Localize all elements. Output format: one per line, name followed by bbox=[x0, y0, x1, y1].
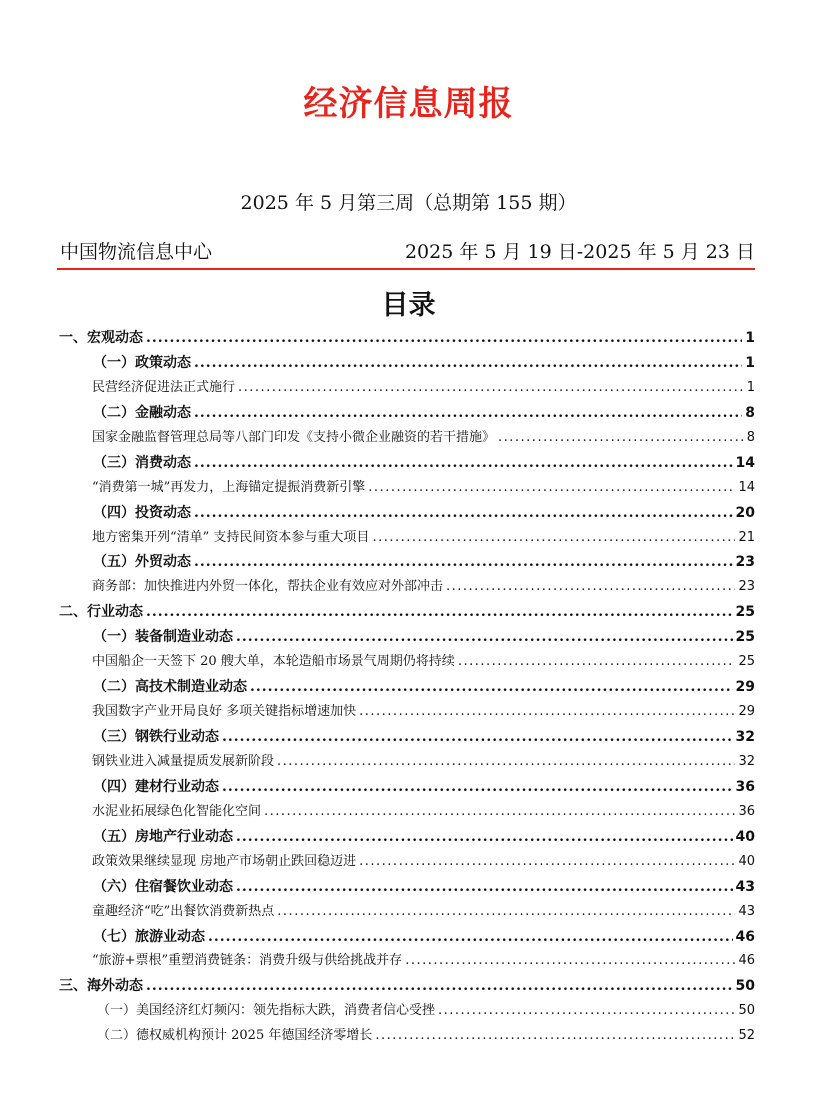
toc-subsection-entry[interactable] bbox=[57, 825, 755, 850]
toc-page-number: 25 bbox=[738, 654, 755, 670]
toc-article-entry[interactable] bbox=[57, 850, 755, 875]
toc-leader-dots bbox=[222, 725, 733, 750]
toc-subsection-entry[interactable] bbox=[57, 451, 755, 476]
toc-entry-label: （五）外贸动态 bbox=[93, 554, 191, 571]
toc-heading: 目录 bbox=[381, 290, 436, 321]
toc-leader-dots bbox=[146, 974, 733, 999]
toc-article-entry[interactable] bbox=[57, 376, 755, 401]
toc-page-number: 8 bbox=[746, 429, 755, 445]
toc-entry-label: 钢铁业进入减量提质发展新阶段 bbox=[92, 753, 275, 769]
toc-entry-label: （二）德权威机构预计 2025 年德国经济零增长 bbox=[97, 1028, 373, 1044]
publisher-name: 中国物流信息中心 bbox=[60, 241, 213, 263]
toc-page-number: 1 bbox=[746, 379, 755, 395]
toc-entry-label: （一）政策动态 bbox=[93, 354, 191, 371]
toc-leader-dots bbox=[359, 700, 735, 725]
toc-entry-label: （三）钢铁行业动态 bbox=[93, 729, 219, 745]
toc-entry-label: （四）投资动态 bbox=[93, 504, 191, 521]
toc-leader-dots bbox=[498, 426, 744, 451]
toc-entry-label: （一）美国经济红灯频闪：领先指标大跌，消费者信心受挫 bbox=[97, 1003, 436, 1019]
toc-entry-label: 民营经济促进法正式施行 bbox=[92, 379, 236, 395]
toc-article-entry[interactable] bbox=[57, 700, 755, 725]
toc-leader-dots bbox=[236, 875, 733, 900]
toc-article-entry[interactable] bbox=[57, 900, 755, 925]
toc-entry-label: 二、行业动态 bbox=[59, 604, 143, 621]
toc-subsection-entry[interactable] bbox=[57, 401, 755, 426]
toc-subsection-entry[interactable] bbox=[57, 999, 755, 1024]
toc-page-number: 36 bbox=[735, 778, 755, 795]
toc-entry-label: 童趣经济“吃”出餐饮消费新热点 bbox=[92, 903, 275, 919]
toc-entry-label: （六）住宿餐饮业动态 bbox=[93, 878, 233, 895]
toc-entry-label: 我国数字产业开局良好 多项关键指标增速加快 bbox=[92, 704, 357, 720]
report-title: 经济信息周报 bbox=[303, 84, 514, 124]
toc-subsection-entry[interactable] bbox=[57, 775, 755, 800]
toc-subsection-entry[interactable] bbox=[57, 625, 755, 650]
toc-page-number: 43 bbox=[738, 903, 755, 919]
header-divider bbox=[57, 268, 755, 270]
toc-page-number: 40 bbox=[735, 828, 755, 845]
toc-page-number: 50 bbox=[738, 1003, 755, 1019]
toc-leader-dots bbox=[277, 750, 735, 775]
toc-entry-label: 水泥业拓展绿色化智能化空间 bbox=[92, 803, 262, 819]
toc-article-entry[interactable] bbox=[57, 476, 755, 501]
toc-article-entry[interactable] bbox=[57, 575, 755, 600]
toc-page-number: 32 bbox=[735, 729, 755, 745]
toc-leader-dots bbox=[236, 825, 733, 850]
toc-entry-label: 中国船企一天签下 20 艘大单，本轮造船市场景气周期仍将持续 bbox=[92, 654, 455, 670]
toc-entry-label: （七）旅游业动态 bbox=[93, 928, 205, 945]
toc-subsection-entry[interactable] bbox=[57, 501, 755, 526]
toc-subsection-entry[interactable] bbox=[57, 725, 755, 750]
toc-entry-label: “旅游+票根”重塑消费链条：消费升级与供给挑战并存 bbox=[92, 953, 403, 969]
toc-leader-dots bbox=[194, 401, 742, 426]
toc-leader-dots bbox=[208, 925, 733, 950]
toc-article-entry[interactable] bbox=[57, 426, 755, 451]
toc-leader-dots bbox=[359, 850, 735, 875]
issue-line: 2025 年 5 月第三周（总期第 155 期） bbox=[240, 192, 577, 214]
toc-page-number: 29 bbox=[735, 679, 755, 696]
toc-page-number: 52 bbox=[738, 1028, 755, 1044]
toc-page-number: 1 bbox=[745, 354, 755, 371]
toc-leader-dots bbox=[146, 600, 733, 625]
toc-section-entry[interactable] bbox=[57, 326, 755, 351]
toc-article-entry[interactable] bbox=[57, 650, 755, 675]
toc-page-number: 29 bbox=[738, 704, 755, 720]
toc-entry-label: （五）房地产行业动态 bbox=[93, 828, 233, 845]
toc-leader-dots bbox=[236, 625, 733, 650]
toc-page-number: 46 bbox=[738, 953, 755, 969]
toc-article-entry[interactable] bbox=[57, 526, 755, 551]
toc-article-entry[interactable] bbox=[57, 800, 755, 825]
toc-leader-dots bbox=[238, 376, 744, 401]
date-range: 2025 年 5 月 19 日-2025 年 5 月 23 日 bbox=[404, 241, 755, 263]
toc-leader-dots bbox=[194, 451, 733, 476]
toc-leader-dots bbox=[375, 1024, 735, 1049]
toc-page-number: 14 bbox=[735, 454, 755, 471]
toc-page-number: 46 bbox=[735, 928, 755, 945]
toc-leader-dots bbox=[405, 949, 735, 974]
toc-leader-dots bbox=[146, 326, 742, 351]
toc-section-entry[interactable] bbox=[57, 600, 755, 625]
toc-subsection-entry[interactable] bbox=[57, 1024, 755, 1049]
toc-leader-dots bbox=[264, 800, 735, 825]
toc-entry-label: （二）金融动态 bbox=[93, 404, 191, 421]
toc-article-entry[interactable] bbox=[57, 949, 755, 974]
toc-leader-dots bbox=[446, 575, 735, 600]
toc-entry-label: （二）高技术制造业动态 bbox=[93, 679, 247, 696]
toc-article-entry[interactable] bbox=[57, 750, 755, 775]
toc-page-number: 50 bbox=[735, 978, 755, 995]
toc-leader-dots bbox=[372, 526, 735, 551]
toc-entry-label: 商务部：加快推进内外贸一体化，帮扶企业有效应对外部冲击 bbox=[92, 579, 444, 595]
toc-entry-label: （一）装备制造业动态 bbox=[93, 629, 233, 646]
toc-leader-dots bbox=[194, 351, 742, 376]
toc-subsection-entry[interactable] bbox=[57, 675, 755, 700]
toc-page-number: 21 bbox=[738, 529, 755, 545]
toc-page-number: 43 bbox=[735, 878, 755, 895]
toc-page-number: 20 bbox=[735, 504, 755, 521]
table-of-contents bbox=[57, 326, 755, 1049]
toc-leader-dots bbox=[194, 550, 733, 575]
toc-entry-label: 三、海外动态 bbox=[59, 978, 143, 995]
toc-subsection-entry[interactable] bbox=[57, 550, 755, 575]
toc-page-number: 8 bbox=[745, 404, 755, 421]
toc-leader-dots bbox=[458, 650, 736, 675]
toc-entry-label: 地方密集开列“清单” 支持民间资本参与重大项目 bbox=[92, 529, 370, 545]
toc-page-number: 25 bbox=[735, 629, 755, 646]
toc-entry-label: （四）建材行业动态 bbox=[93, 778, 219, 795]
toc-page-number: 14 bbox=[738, 479, 755, 495]
toc-leader-dots bbox=[222, 775, 733, 800]
toc-page-number: 25 bbox=[735, 604, 755, 621]
toc-section-entry[interactable] bbox=[57, 974, 755, 999]
toc-leader-dots bbox=[277, 900, 735, 925]
toc-page-number: 23 bbox=[735, 554, 755, 571]
toc-subsection-entry[interactable] bbox=[57, 925, 755, 950]
toc-entry-label: （三）消费动态 bbox=[93, 454, 191, 471]
toc-leader-dots bbox=[250, 675, 733, 700]
toc-entry-label: “消费第一城”再发力，上海锚定提振消费新引擎 bbox=[92, 479, 366, 495]
toc-page-number: 1 bbox=[745, 330, 755, 346]
toc-leader-dots bbox=[368, 476, 735, 501]
toc-entry-label: 一、宏观动态 bbox=[59, 330, 143, 346]
toc-leader-dots bbox=[194, 501, 733, 526]
toc-subsection-entry[interactable] bbox=[57, 351, 755, 376]
toc-entry-label: 国家金融监督管理总局等八部门印发《支持小微企业融资的若干措施》 bbox=[92, 429, 496, 445]
toc-leader-dots bbox=[438, 999, 735, 1024]
toc-page-number: 36 bbox=[738, 803, 755, 819]
toc-page-number: 23 bbox=[738, 579, 755, 595]
toc-page-number: 40 bbox=[738, 853, 755, 869]
toc-subsection-entry[interactable] bbox=[57, 875, 755, 900]
toc-page-number: 32 bbox=[738, 753, 755, 769]
toc-entry-label: 政策效果继续显现 房地产市场朝止跌回稳迈进 bbox=[92, 853, 357, 869]
